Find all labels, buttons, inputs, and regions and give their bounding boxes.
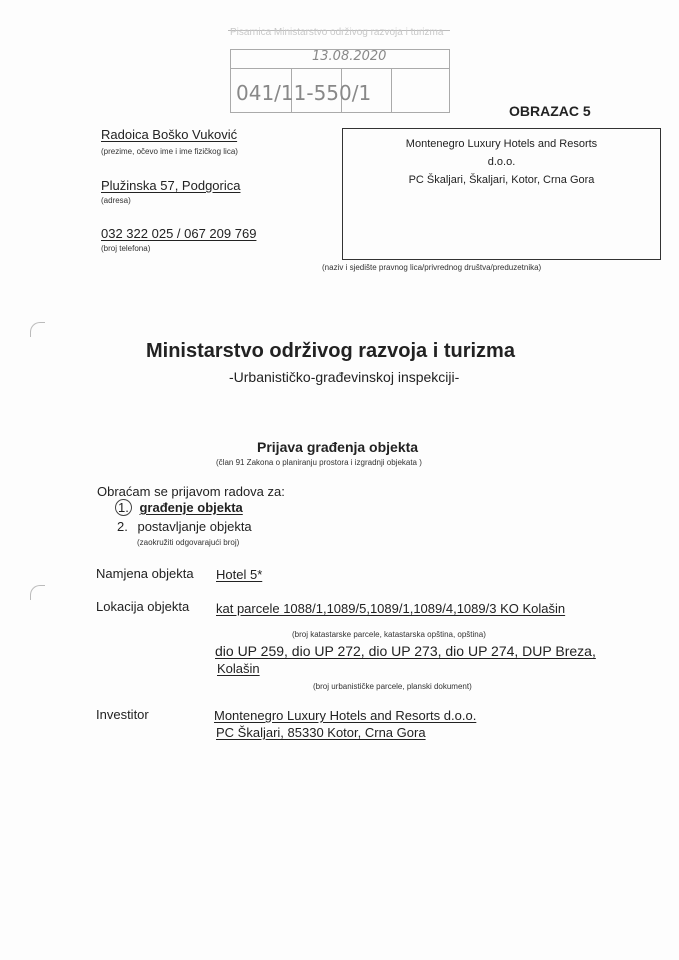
investor-label: Investitor [96,707,149,722]
option-2 [117,519,252,534]
option-1 [115,500,243,515]
company-form: d.o.o. [487,156,516,168]
applicant-phone: 032 322 025 / 067 209 769 [101,226,257,241]
purpose-label: Namjena objekta [96,566,194,581]
applicant-phone-label: (broj telefona) [101,244,151,253]
punch-mark [30,322,45,337]
applicant-name-label: (prezime, očevo ime i ime fizičkog lica) [101,147,238,156]
options-note: (zaokružiti odgovarajući broj) [137,538,240,547]
location-cadastral: kat parcele 1088/1,1089/5,1089/1,1089/4,1089/3 KO Kolašin [216,601,566,616]
company-name: Montenegro Luxury Hotels and Resorts [405,138,598,150]
form-code: OBRAZAC 5 [509,103,591,119]
recipient-subtitle: -Urbanističko-građevinskoj inspekciji- [229,369,460,385]
company-box [342,128,661,260]
location-label: Lokacija objekta [96,599,190,614]
stamp-date: 13.08.2020 [312,49,387,64]
subject-subtitle: (član 91 Zakona o planiranju prostora i izgradnji objekata ) [216,458,422,467]
investor-line2: PC Škaljari, 85330 Kotor, Crna Gora [216,725,426,740]
stamp-number: 041/11-550/1 [236,81,372,105]
applicant-address: Plužinska 57, Podgorica [101,178,241,193]
location-urban-note: (broj urbanističke parcele, planski dokument) [313,682,472,691]
investor-line1: Montenegro Luxury Hotels and Resorts d.o.o. [214,708,477,723]
company-box-label: (naziv i sjedište pravnog lica/privrednog društva/preduzetnika) [322,263,542,272]
stamp-header: Pisarnica Ministarstvo održivog razvoja i turizma [230,27,444,38]
option-number: 2. [117,519,128,534]
recipient-title: Ministarstvo održivog razvoja i turizma [146,340,515,362]
location-urban-line1: dio UP 259, dio UP 272, dio UP 273, dio UP 274, DUP Breza, [215,643,596,659]
purpose-value: Hotel 5* [216,567,263,582]
company-address: PC Škaljari, Škaljari, Kotor, Crna Gora [408,174,595,186]
intro-text: Obraćam se prijavom radova za: [97,484,285,499]
option-number-circled: 1. [115,499,132,516]
registry-stamp [228,27,450,111]
subject-title: Prijava građenja objekta [257,439,419,455]
applicant-name: Radoica Boško Vuković [101,127,238,142]
punch-mark [30,585,45,600]
option-label: građenje objekta [139,500,243,515]
option-label: postavljanje objekta [137,519,252,534]
location-cadastral-note: (broj katastarske parcele, katastarska opština, opština) [292,630,486,639]
location-urban-line2: Kolašin [217,661,260,676]
applicant-address-label: (adresa) [101,196,131,205]
